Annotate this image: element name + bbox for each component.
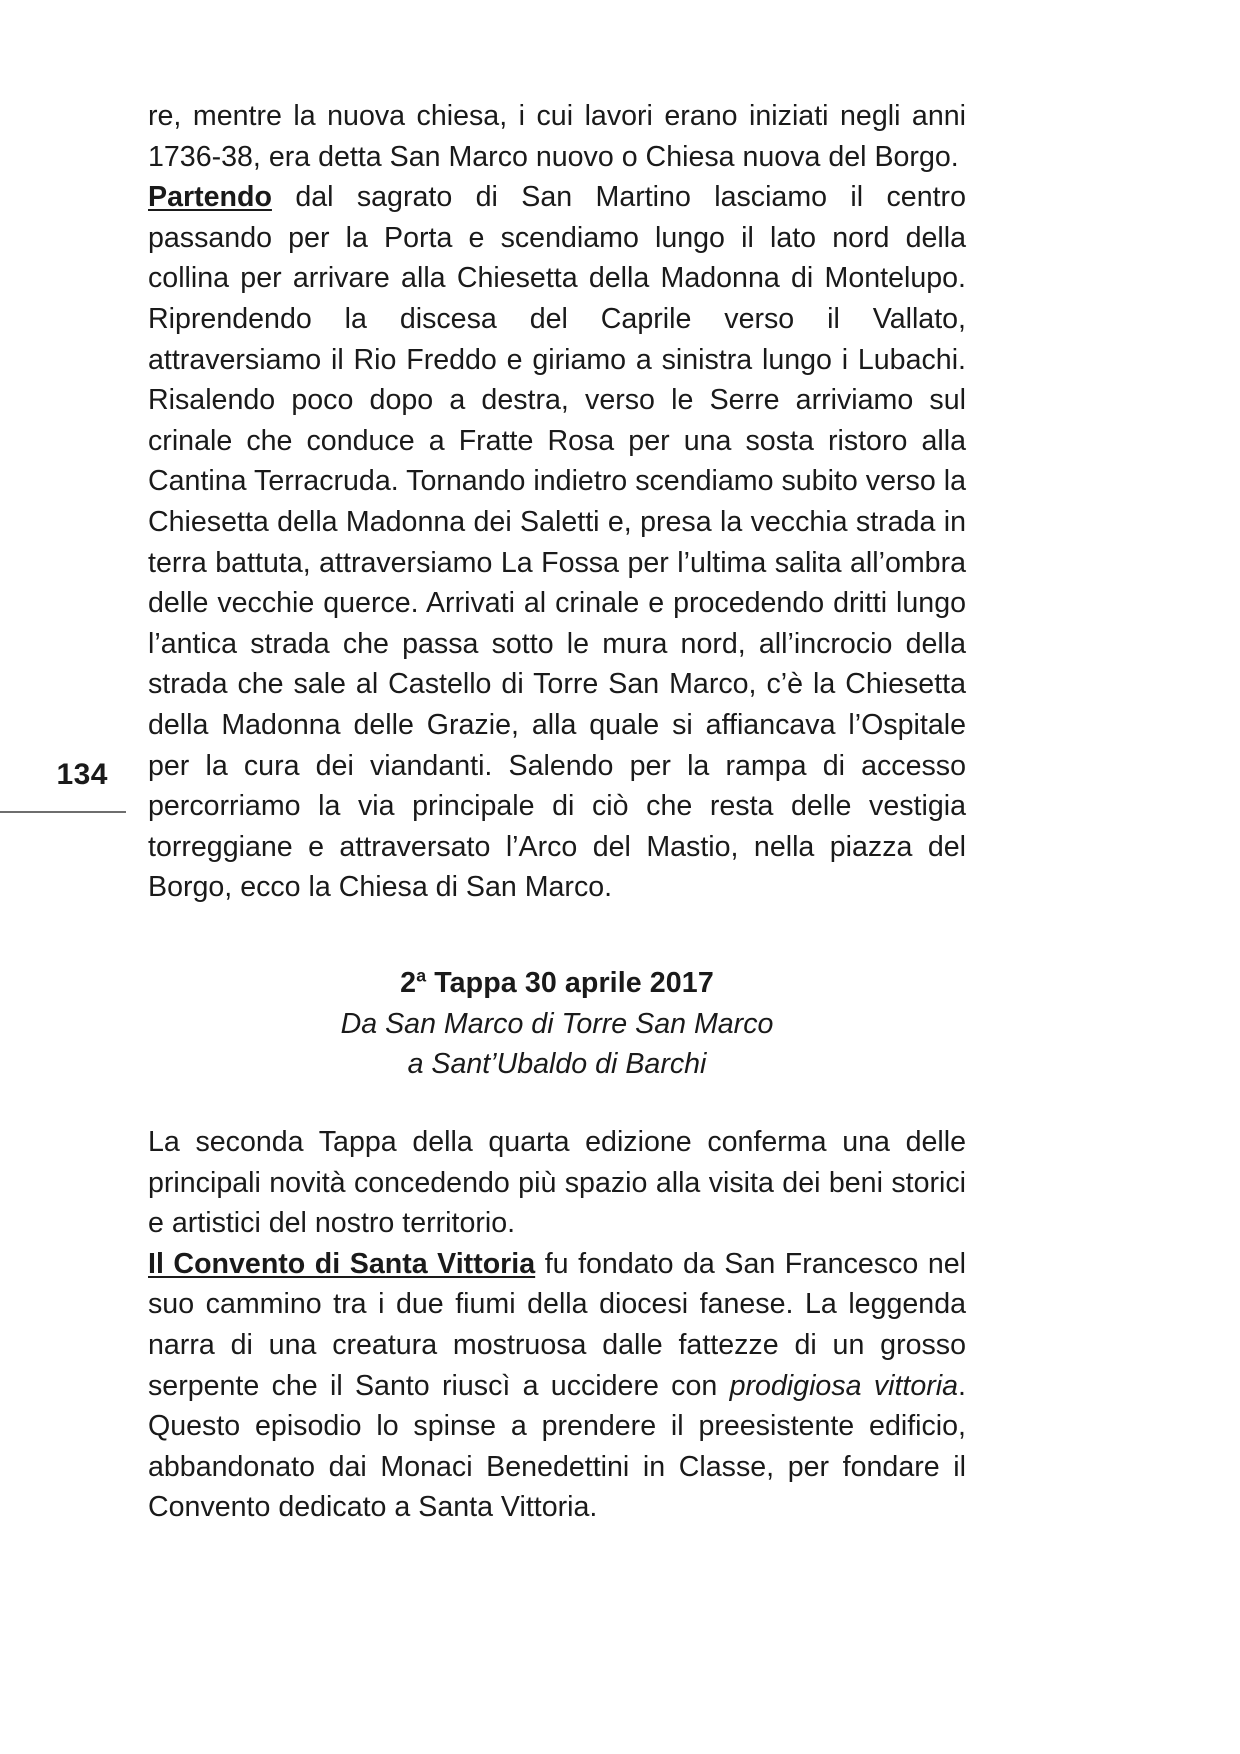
body-text-bottom	[148, 1122, 966, 1528]
stage-title	[148, 962, 966, 1004]
emphasis-prodigiosa-vittoria: prodigiosa vittoria	[729, 1369, 959, 1402]
folio-block	[0, 760, 126, 813]
paragraph-seconda-tappa-text: La seconda Tappa della quarta edizione conferma una delle principali novità concedendo più spazio alla visita dei beni storici e artistici del nostro territorio.	[148, 1126, 966, 1240]
paragraph-convento-text-a: fu fondato da San Francesco nel suo cammino tra i due fiumi della diocesi fanese. La leggenda narra di una creatura mostruosa dalle fattezze di un grosso serpente che il Santo riuscì a uccidere con	[148, 1247, 966, 1402]
paragraph-continuation-text: re, mentre la nuova chiesa, i cui lavori erano iniziati negli anni 1736-38, era detta San Marco nuovo o Chiesa nuova del Borgo.	[148, 100, 966, 173]
paragraph-convento	[148, 1244, 966, 1528]
stage-ordinal-suffix: a	[416, 965, 427, 986]
stage-number: 2	[400, 967, 417, 999]
paragraph-lead-in-convento: Il Convento di Santa Vittoria	[148, 1247, 536, 1280]
stage-subtitle-line-1: Da San Marco di Torre San Marco	[340, 1008, 774, 1040]
body-text-top	[148, 96, 966, 908]
paragraph-lead-in-partendo: Partendo	[148, 181, 272, 214]
paragraph-continuation	[148, 96, 966, 177]
folio-rule	[0, 811, 126, 813]
stage-heading	[148, 962, 966, 1084]
paragraph-partendo-text: dal sagrato di San Martino lasciamo il centro passando per la Porta e scendiamo lungo il lato nord della collina per arrivare alla Chiesetta della Madonna di Montelupo. Riprendendo la discesa del Caprile verso il Vallato, attraversiamo il Rio Freddo e giriamo a sinistra lungo i Lubachi. Risalendo poco dopo a destra, verso le Serre arriviamo sul crinale che conduce a Fratte Rosa per una sosta ristoro alla Cantina Terracruda. Tornando indietro scendiamo subito verso la Chiesetta della Madonna dei Saletti e, presa la vecchia strada in terra battuta, attraversiamo La Fossa per l’ultima salita all’ombra delle vecchie querce. Arrivati al crinale e procedendo dritti lungo l’antica strada che passa sotto le mura nord, all’incrocio della strada che sale al Castello di Torre San Marco, c’è la Chiesetta della Madonna delle Grazie, alla quale si affiancava l’Ospitale per la cura dei viandanti. Salendo per la rampa di accesso percorriamo la via principale di ciò che resta delle vestigia torreggiane e attraversato l’Arco del Mastio, nella piazza del Borgo, ecco la Chiesa di San Marco.	[148, 181, 966, 904]
paragraph-partendo	[148, 177, 966, 908]
paragraph-seconda-tappa	[148, 1122, 966, 1244]
page-number: 134	[56, 758, 108, 791]
stage-subtitle-line-2: a Sant’Ubaldo di Barchi	[407, 1048, 707, 1080]
stage-title-rest: Tappa 30 aprile 2017	[426, 967, 714, 999]
paragraph-convento-text-b: . Questo episodio lo spinse a prendere il preesistente edificio, abbandonato dai Monaci Benedettini in Classe, per fondare il Convento dedicato a Santa Vittoria.	[148, 1369, 966, 1524]
